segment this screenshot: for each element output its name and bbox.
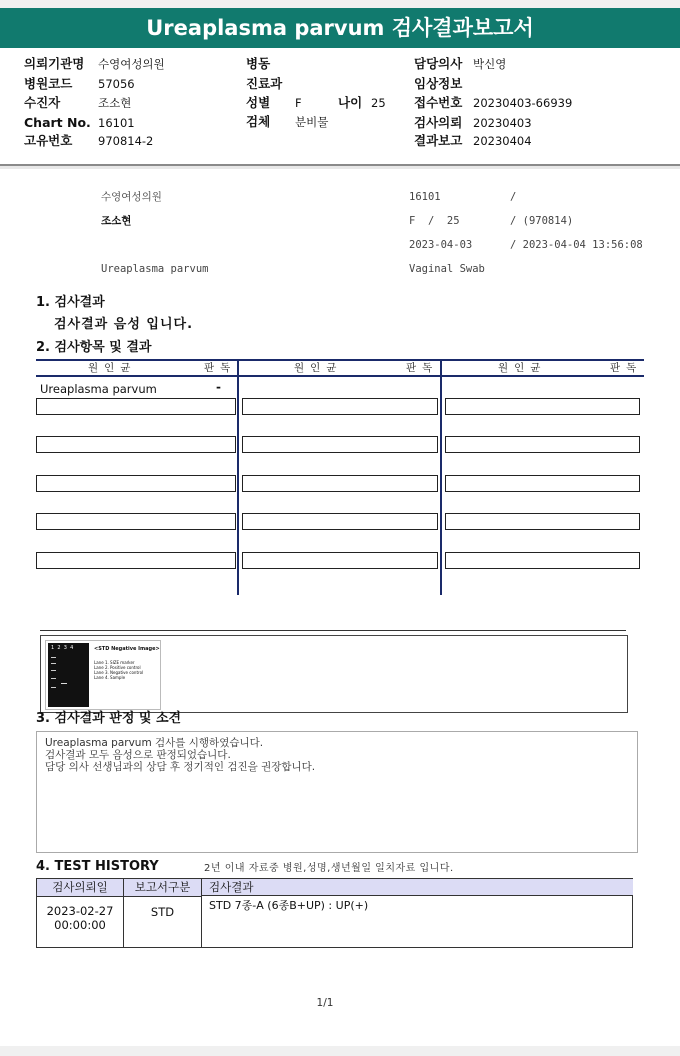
cell-empty xyxy=(242,436,438,453)
history-note: 2년 이내 자료중 병원,성명,생년월일 일치자료 입니다. xyxy=(204,863,454,874)
label-patient: 수진자 xyxy=(24,95,61,110)
value-report-date: 20230404 xyxy=(473,134,532,148)
label-request-date: 검사의뢰 xyxy=(414,115,463,130)
value-specimen: 분비물 xyxy=(295,115,329,129)
gel-legend-3: Lane 3. Negative control xyxy=(94,670,144,675)
label-department: 진료과 xyxy=(246,76,283,91)
value-age: 25 xyxy=(371,96,386,110)
label-ward: 병동 xyxy=(246,56,271,71)
label-institution: 의뢰기관명 xyxy=(24,56,85,71)
info-birth: / (970814) xyxy=(510,215,574,227)
gel-band xyxy=(51,663,56,664)
gel-band xyxy=(51,687,56,688)
opinion-line-2: 검사결과 모두 음성으로 판정되었습니다. xyxy=(45,749,231,761)
gel-heading: <STD Negative Image> xyxy=(94,646,160,652)
info-request-date: 2023-04-03 xyxy=(409,239,473,251)
history-header-date: 검사의뢰일 xyxy=(37,879,123,897)
label-hospital-code: 병원코드 xyxy=(24,76,73,91)
value-doctor: 박신영 xyxy=(473,57,507,71)
cell-empty xyxy=(445,436,640,453)
grid-top-line xyxy=(36,359,644,361)
info-test-name: Ureaplasma parvum xyxy=(101,263,209,275)
history-row-date: 2023-02-27 xyxy=(46,904,114,918)
info-name: 조소현 xyxy=(101,215,132,227)
history-header-result: 검사결과 xyxy=(202,879,633,896)
section1-result: 검사결과 음성 입니다. xyxy=(54,317,194,332)
cell-empty xyxy=(36,475,236,492)
gel-photo xyxy=(48,643,89,707)
label-age: 나이 xyxy=(338,95,363,110)
gel-legend-1: Lane 1. SIZE marker xyxy=(94,660,135,665)
gel-legend-4: Lane 4. Sample xyxy=(94,675,126,680)
header-divider-shadow xyxy=(0,166,680,169)
section2-title: 2. 검사항목 및 결과 xyxy=(36,340,152,355)
gel-lane-numbers: 1 2 3 4 xyxy=(51,645,74,651)
label-specimen: 검체 xyxy=(246,114,271,129)
cell-empty xyxy=(242,513,438,530)
opinion-box xyxy=(36,731,638,853)
opinion-line-3: 담당 의사 선생님과의 상담 후 정기적인 검진을 권장합니다. xyxy=(45,761,316,773)
top-bar xyxy=(0,0,680,8)
info-report-datetime: / 2023-04-04 13:56:08 xyxy=(510,239,643,251)
value-request-date: 20230403 xyxy=(473,116,532,130)
value-hospital-code: 57056 xyxy=(98,77,135,91)
value-chart-no: 16101 xyxy=(98,116,135,130)
cell-empty xyxy=(445,398,640,415)
info-specimen: Vaginal Swab xyxy=(409,263,485,275)
label-unique-no: 고유번호 xyxy=(24,133,73,148)
value-unique-no: 970814-2 xyxy=(98,134,154,148)
opinion-line-1: Ureaplasma parvum 검사를 시행하였습니다. xyxy=(45,737,264,749)
history-row-type: STD xyxy=(150,905,175,919)
cell-empty xyxy=(242,398,438,415)
history-header-type: 보고서구분 xyxy=(124,879,201,897)
history-table xyxy=(36,878,633,948)
info-chart: 16101 xyxy=(409,191,441,203)
bottom-bar xyxy=(0,1046,680,1056)
history-col-line xyxy=(201,879,202,947)
section3-title: 3. 검사결과 판정 및 소견 xyxy=(36,711,182,726)
label-sex: 성별 xyxy=(246,95,271,110)
grid-divider-1 xyxy=(237,359,239,595)
section1-title: 1. 검사결과 xyxy=(36,295,105,310)
label-receipt-no: 접수번호 xyxy=(414,95,463,110)
col-judge-1: 판독 xyxy=(204,362,237,374)
page-number: 1/1 xyxy=(316,997,334,1009)
info-sex-age: F / 25 xyxy=(409,215,460,227)
row1-pathogen: Ureaplasma parvum xyxy=(40,382,157,396)
history-row-result: STD 7종-A (6종B+UP) : UP(+) xyxy=(209,899,369,912)
cell-empty xyxy=(36,436,236,453)
gel-band xyxy=(51,670,56,671)
cell-empty xyxy=(445,513,640,530)
label-chart-no: Chart No. xyxy=(24,115,91,130)
cell-empty xyxy=(242,475,438,492)
gel-image xyxy=(45,640,161,710)
gel-band xyxy=(51,657,56,658)
col-pathogen-3: 원인균 xyxy=(498,362,547,374)
grid-divider-2 xyxy=(440,359,442,595)
row1-result: - xyxy=(216,380,221,394)
grid-header-line xyxy=(36,375,644,377)
value-sex: F xyxy=(295,96,302,110)
gel-band xyxy=(51,678,56,679)
section4-title: 4. TEST HISTORY xyxy=(36,859,159,874)
col-judge-3: 판독 xyxy=(610,362,643,374)
cell-empty xyxy=(36,398,236,415)
cell-empty xyxy=(36,552,236,569)
value-receipt-no: 20230403-66939 xyxy=(473,96,573,110)
value-institution: 수영여성의원 xyxy=(98,57,165,71)
cell-empty xyxy=(242,552,438,569)
gel-legend-2: Lane 2. Positive control xyxy=(94,665,141,670)
gel-top-rule xyxy=(40,630,626,631)
gel-band xyxy=(61,683,67,684)
gel-image-box xyxy=(40,635,628,713)
report-title: Ureaplasma parvum 검사결과보고서 xyxy=(0,8,680,48)
cell-empty xyxy=(445,475,640,492)
label-clinical-info: 임상정보 xyxy=(414,76,463,91)
info-clinic: 수영여성의원 xyxy=(101,191,162,203)
info-slash: / xyxy=(510,191,517,203)
cell-empty xyxy=(36,513,236,530)
history-row-time: 00:00:00 xyxy=(54,918,106,932)
col-judge-2: 판독 xyxy=(406,362,439,374)
value-patient: 조소현 xyxy=(98,96,132,110)
cell-empty xyxy=(445,552,640,569)
label-doctor: 담당의사 xyxy=(414,56,463,71)
col-pathogen-2: 원인균 xyxy=(294,362,343,374)
col-pathogen-1: 원인균 xyxy=(88,362,137,374)
label-report-date: 결과보고 xyxy=(414,133,463,148)
